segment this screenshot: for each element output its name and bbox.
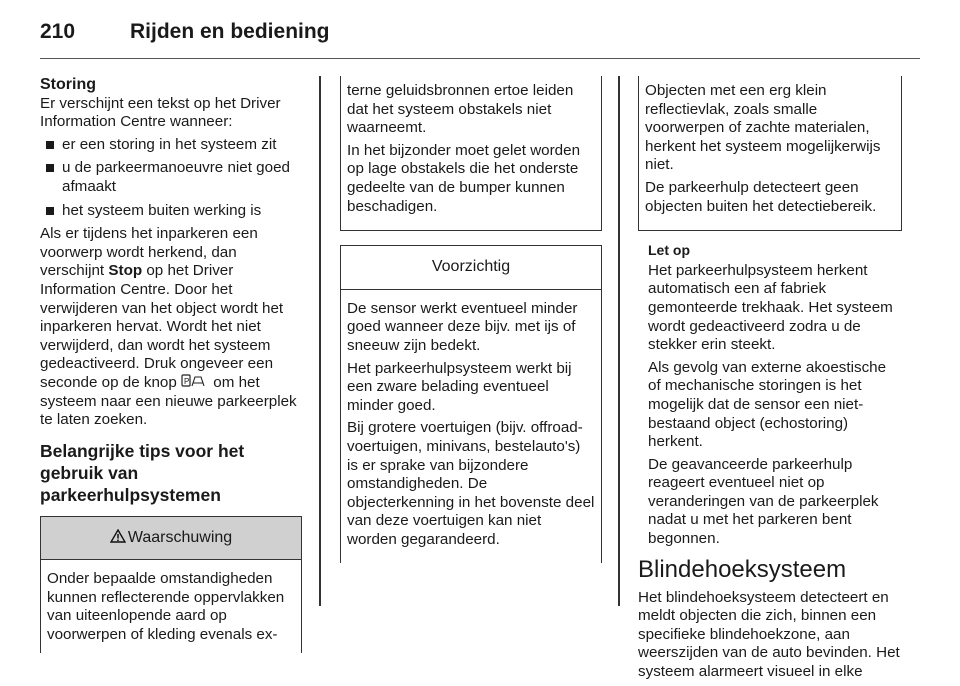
caution-box-continued (638, 76, 902, 231)
column-2 (340, 76, 602, 563)
list-item: het systeem buiten werking is (40, 202, 302, 221)
warning-header: Waarschuwing (41, 517, 301, 561)
bullet-square-icon (46, 141, 54, 149)
caution-header: Voorzichtig (341, 246, 601, 290)
page-number: 210 (40, 20, 76, 43)
bullet-square-icon (46, 207, 54, 215)
stop-label: Stop (108, 262, 143, 280)
page-header (40, 10, 920, 58)
paragraph: Bij grotere voertuigen (bijv. offroad-voertuigen, minivans, bestelauto's) is er sprake van bijzondere omstandigheden. De objecterkenning in het bovenste deel van deze voertuigen kan niet worden gegarandeerd. (347, 419, 595, 548)
column-divider (618, 76, 620, 606)
paragraph: Objecten met een erg klein reflectievlak, zoals smalle voorwerpen of zachte materialen, herkent het systeem mogelijkerwijs niet. (645, 82, 881, 174)
header-divider (40, 58, 920, 59)
paragraph: Er verschijnt een tekst op het Driver Information Centre wanneer: (40, 94, 281, 131)
section-heading-storing: Storing (40, 76, 96, 93)
paragraph: Als er tijdens het inparkeren een voorwerp wordt herkend, dan verschijnt Stop op het Driver Information Centre. Door het verwijderen van het object wordt het inparkeren hervat. Wordt het niet verwijderd, dan wordt het systeem gedeactiveerd. Druk ongeveer een seconde op de knop P om het systeem naar een nieuwe parkeerplek te laten zoeken. (40, 225, 297, 429)
note-title: Let op (648, 242, 690, 259)
bullet-square-icon (46, 164, 54, 172)
column-1 (40, 76, 302, 653)
column-3 (638, 76, 902, 686)
section-heading-blindehoek: Blindehoeksysteem (638, 555, 847, 583)
list-item: er een storing in het systeem zit (40, 136, 302, 155)
paragraph: Het parkeerhulpsysteem herkent automatisch een af fabriek gemonteerde trekhaak. Het systeem wordt gedeactiveerd zodra u de stekker erin steekt. (648, 261, 893, 354)
parking-assist-button-icon (181, 374, 209, 388)
svg-text:P: P (184, 376, 190, 386)
caution-box (340, 245, 602, 563)
paragraph: Het parkeerhulpsysteem werkt bij een zware belading eventueel minder goed. (347, 359, 572, 414)
section-heading-tips: Belangrijke tips voor het gebruik van parkeerhulpsystemen (40, 440, 245, 505)
paragraph: De parkeerhulp detecteert geen objecten buiten het detectiebereik. (645, 178, 877, 215)
column-divider (319, 76, 321, 606)
bullet-list (40, 136, 302, 220)
paragraph: Het blindehoeksysteem detecteert en meldt objecten die zich, binnen een specifieke blindehoekzone, aan weerszijden van de auto bevinden. Het systeem alarmeert visueel in elke (638, 588, 900, 681)
paragraph: Als gevolg van externe akoestische of mechanische storingen is het mogelijk dat de sensor een niet-bestaand object (echostoring) herkent. (648, 358, 887, 451)
paragraph: De geavanceerde parkeerhulp reageert eventueel niet op veranderingen van de parkeerplek nadat u met het parkeren bent begonnen. (648, 455, 879, 548)
warning-body: Onder bepaalde omstandigheden kunnen reflecterende oppervlakken van uiteenlopende aard op voorwerpen of kleding evenals ex- (47, 570, 285, 644)
paragraph: In het bijzonder moet gelet worden op lage obstakels die het onderste gedeelte van de bumper kunnen beschadigen. (347, 141, 581, 215)
list-item: u de parkeermanoeuvre niet goed afmaakt (40, 159, 302, 196)
warning-triangle-icon (110, 529, 126, 543)
warning-box (40, 516, 302, 653)
warning-box-continued (340, 76, 602, 231)
paragraph: De sensor werkt eventueel minder goed wanneer deze bijv. met ijs of sneeuw zijn bedekt. (347, 299, 578, 354)
note-block (638, 231, 902, 549)
page-title: Rijden en bediening (130, 20, 330, 43)
paragraph: terne geluidsbronnen ertoe leiden dat het systeem obstakels niet waarneemt. (347, 82, 574, 137)
